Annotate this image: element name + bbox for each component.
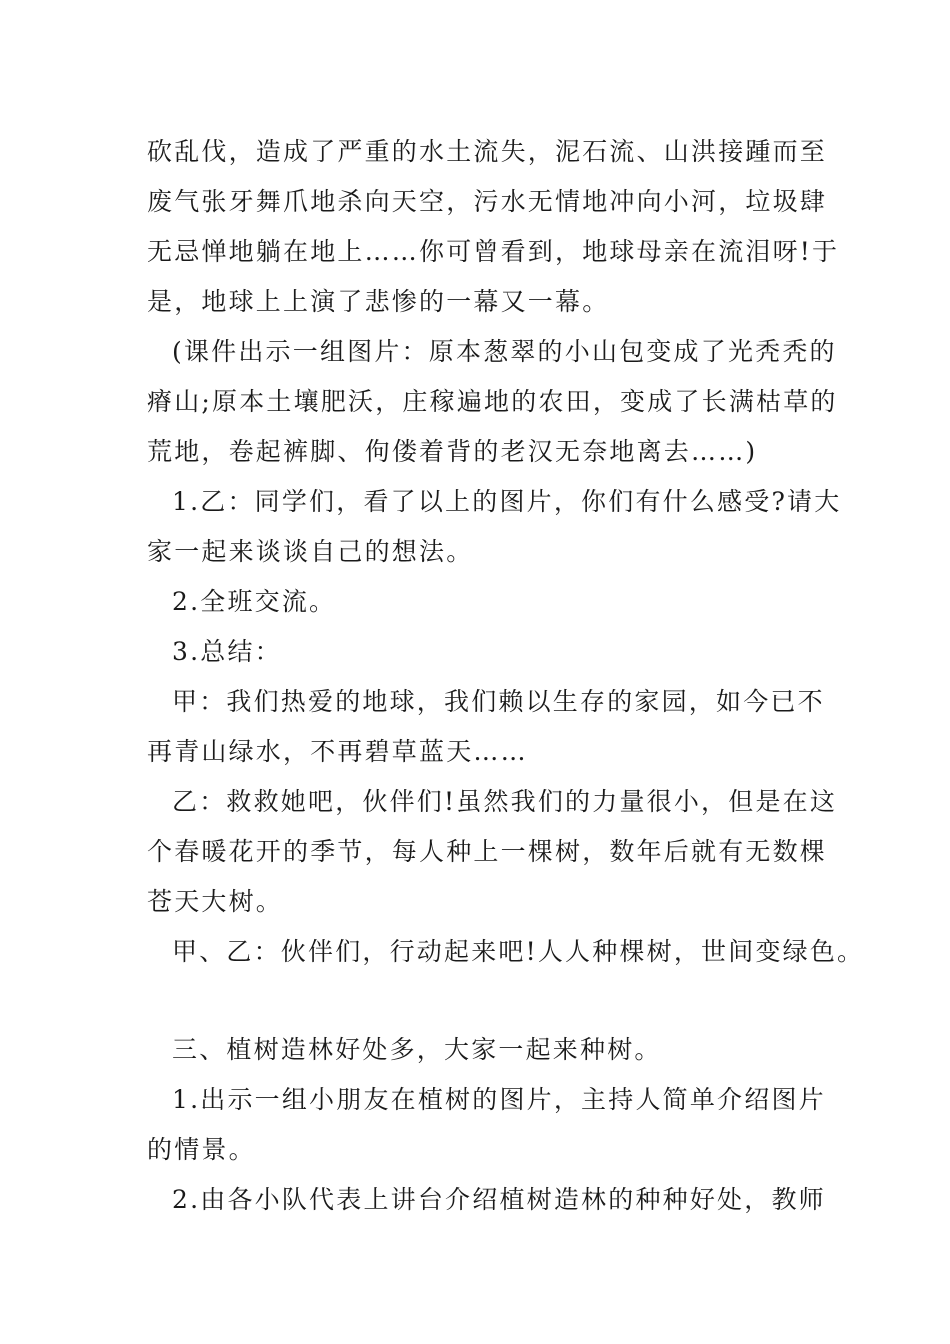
text-line: (课件出示一组图片：原本葱翠的小山包变成了光秃秃的 [172, 337, 837, 366]
text-line: 瘠山;原本土壤肥沃，庄稼遍地的农田，变成了长满枯草的 [147, 387, 838, 416]
text-line: 甲、乙：伙伴们，行动起来吧!人人种棵树，世间变绿色。 [172, 937, 865, 966]
text-line: 1.乙：同学们，看了以上的图片，你们有什么感受?请大 [172, 487, 842, 516]
text-line: 砍乱伐，造成了严重的水土流失，泥石流、山洪接踵而至 [147, 137, 828, 166]
text-line: 无忌惮地躺在地上……你可曾看到，地球母亲在流泪呀!于 [147, 237, 840, 266]
text-line: 苍天大树。 [147, 887, 284, 916]
text-line: 2.全班交流。 [172, 587, 337, 616]
section-heading: 三、植树造林好处多，大家一起来种树。 [172, 1035, 662, 1064]
text-line: 荒地，卷起裤脚、佝偻着背的老汉无奈地离去……) [147, 437, 758, 466]
text-line: 再青山绿水，不再碧草蓝天…… [147, 737, 528, 766]
text-line: 乙：救救她吧，伙伴们!虽然我们的力量很小，但是在这 [172, 787, 838, 816]
text-line: 甲：我们热爱的地球，我们赖以生存的家园，如今已不 [172, 687, 825, 716]
text-line: 的情景。 [147, 1135, 256, 1164]
text-line: 废气张牙舞爪地杀向天空，污水无情地冲向小河，垃圾肆 [147, 187, 828, 216]
text-line: 2.由各小队代表上讲台介绍植树造林的种种好处，教师 [172, 1185, 826, 1214]
text-line: 3.总结： [172, 637, 282, 666]
text-line: 1.出示一组小朋友在植树的图片，主持人简单介绍图片 [172, 1085, 826, 1114]
text-line: 是，地球上上演了悲惨的一幕又一幕。 [147, 287, 610, 316]
text-line: 个春暖花开的季节，每人种上一棵树，数年后就有无数棵 [147, 837, 828, 866]
text-line: 家一起来谈谈自己的想法。 [147, 537, 474, 566]
